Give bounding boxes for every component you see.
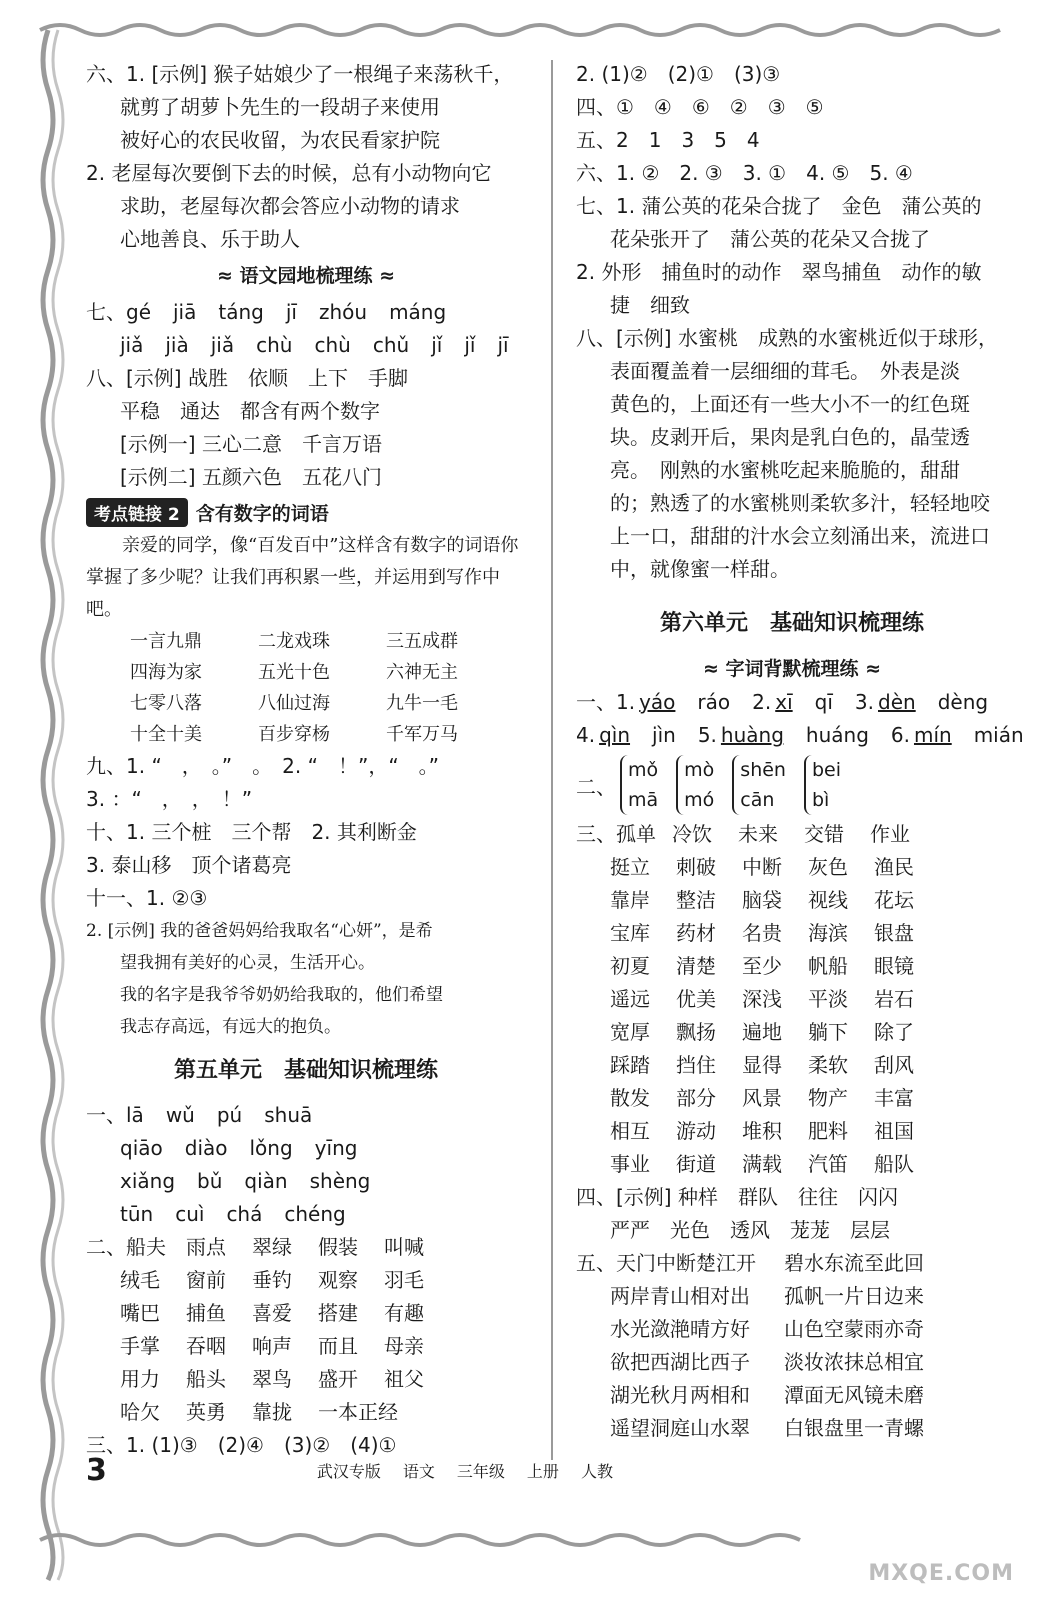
poem-line: 两岸青山相对出 孤帆一片日边来	[610, 1284, 924, 1308]
answer-line: 表面覆盖着一层细细的茸毛。 外表是淡	[610, 359, 960, 383]
answer-line: 中，就像蜜一样甜。	[610, 557, 790, 581]
idiom: 六神无主	[386, 662, 458, 683]
poem-line: 湖光秋月两相和 潭面无风镜未磨	[610, 1383, 924, 1407]
idiom: 七零八落	[130, 693, 202, 714]
pinyin-row: tūn cuì chá chéng	[120, 1202, 346, 1226]
answer-line: 2. 外形 捕鱼时的动作 翠鸟捕鱼 动作的敏	[576, 260, 982, 284]
idiom: 二龙戏珠	[258, 631, 330, 652]
answer-line: 六、1. ② 2. ③ 3. ① 4. ⑤ 5. ④	[576, 161, 913, 185]
answer-line: 五、2 1 3 5 4	[576, 128, 760, 152]
word-row: 靠岸 整洁 脑袋 视线 花坛	[610, 888, 914, 912]
pinyin-row: 七、gé jiā táng jī zhóu máng	[86, 300, 447, 324]
answer-line: 六、1. [示例] 猴子姑娘少了一根绳子来荡秋千，	[86, 62, 514, 86]
idiom: 千军万马	[386, 724, 458, 745]
answer-line: 我的名字是我爷爷奶奶给我取的，他们希望	[120, 985, 443, 1005]
idiom: 九牛一毛	[386, 693, 458, 714]
word-row: 事业 街道 满载 汽笛 船队	[610, 1152, 914, 1176]
poem-line: 欲把西湖比西子 淡妆浓抹总相宜	[610, 1350, 924, 1374]
answer-line: 花朵张开了 蒲公英的花朵又合拢了	[610, 227, 930, 251]
right-column	[576, 58, 1024, 1445]
word-row: 三、孤单 冷饮 未来 交错 作业	[576, 822, 910, 846]
answer-line: 八、[示例] 水蜜桃 成熟的水蜜桃近似于球形，	[576, 326, 998, 350]
idiom: 五光十色	[258, 662, 330, 683]
pinyin-row: jiǎ jià jiǎ chù chù chǔ jǐ jǐ jī	[120, 333, 509, 357]
word-row: 挺立 刺破 中断 灰色 渔民	[610, 855, 914, 879]
left-column	[86, 58, 526, 1462]
intro-paragraph: 亲爱的同学，像“百发百中”这样含有数字的词语你掌握了多少呢？让我们再积累一些，并运用到写作中吧。	[86, 535, 519, 620]
idiom: 八仙过海	[258, 693, 330, 714]
section-subheading: ≈ 语文园地梳理练 ≈	[216, 265, 396, 287]
section-subheading: ≈ 字词背默梳理练 ≈	[702, 658, 882, 680]
answer-line: [示例二] 五颜六色 五花八门	[120, 465, 382, 489]
unit-heading: 第六单元 基础知识梳理练	[659, 611, 924, 636]
word-row: 相互 游动 堆积 肥料 祖国	[610, 1119, 914, 1143]
word-row: 宝库 药材 名贵 海滨 银盘	[610, 921, 914, 945]
idiom-grid	[86, 626, 526, 750]
key-point-header	[86, 494, 526, 530]
idiom: 四海为家	[130, 662, 202, 683]
word-row: 嘴巴 捕鱼 喜爱 搭建 有趣	[120, 1301, 424, 1325]
watermark: MXQE.COM	[868, 1561, 1014, 1586]
answer-line: 十一、1. ②③	[86, 886, 208, 910]
idiom: 一言九鼎	[130, 631, 202, 652]
word-row: 二、船夫 雨点 翠绿 假装 叫喊	[86, 1235, 424, 1259]
answer-line: 3. 泰山移 顶个诸葛亮	[86, 853, 292, 877]
answer-line: 四、① ④ ⑥ ② ③ ⑤	[576, 95, 824, 119]
page-number: 3	[86, 1452, 107, 1488]
answer-line: 八、[示例] 战胜 依顺 上下 手脚	[86, 366, 408, 390]
page-footer	[86, 1450, 936, 1490]
answer-line: 捷 细致	[610, 293, 690, 317]
poem-line: 遥望洞庭山水翠 白银盘里一青螺	[610, 1416, 924, 1440]
answer-line: 3. ：“ ， ， ！”	[86, 787, 253, 811]
answer-line: 三、1. (1)③ (2)④ (3)② (4)①	[86, 1433, 397, 1457]
answer-line: 的；熟透了的水蜜桃则柔软多汁，轻轻地咬	[610, 491, 990, 515]
idiom: 十全十美	[130, 724, 202, 745]
idiom: 百步穿杨	[258, 724, 330, 745]
answer-line: 2. (1)② (2)① (3)③	[576, 62, 781, 86]
answer-line: 亮。 刚熟的水蜜桃吃起来脆脆的，甜甜	[610, 458, 960, 482]
word-row: 踩踏 挡住 显得 柔软 刮风	[610, 1053, 914, 1077]
brace-group: bei bì	[804, 755, 841, 815]
answer-line: [示例一] 三心二意 千言万语	[120, 432, 382, 456]
brace-group: mǒ mā	[620, 755, 658, 815]
answer-line: 十、1. 三个桩 三个帮 2. 其利断金	[86, 820, 417, 844]
word-row: 散发 部分 风景 物产 丰富	[610, 1086, 914, 1110]
answer-line: 2. [示例] 我的爸爸妈妈给我取名“心妍”，是希	[86, 921, 433, 941]
key-point-title: 含有数字的词语	[195, 502, 329, 525]
answer-line: 就剪了胡萝卜先生的一段胡子来使用	[120, 95, 440, 119]
answer-line: 九、1. “ ， 。” 。 2. “ ！”，“ 。”	[86, 754, 440, 778]
answer-line: 四、[示例] 种样 群队 往往 闪闪	[576, 1185, 898, 1209]
answer-line: 2. 老屋每次要倒下去的时候，总有小动物向它	[86, 161, 492, 185]
polyphone-braces: 二、 mǒ mā mò mó shēn cān bei bì	[576, 752, 1008, 818]
word-row: 用力 船头 翠鸟 盛开 祖父	[120, 1367, 424, 1391]
pinyin-row: qiāo diào lǒng yīng	[120, 1136, 358, 1160]
word-row: 初夏 清楚 至少 帆船 眼镜	[610, 954, 914, 978]
word-row: 哈欠 英勇 靠拢 一本正经	[120, 1400, 398, 1424]
unit-heading: 第五单元 基础知识梳理练	[173, 1058, 438, 1083]
answer-line: 求助，老屋每次都会答应小动物的请求	[120, 194, 460, 218]
answer-line: 上一口，甜甜的汁水会立刻涌出来，流进口	[610, 524, 990, 548]
brace-group: shēn cān	[732, 755, 786, 815]
answer-line: 块。皮剥开后，果肉是乳白色的，晶莹透	[610, 425, 970, 449]
word-row: 手掌 吞咽 响声 而且 母亲	[120, 1334, 424, 1358]
poem-line: 五、天门中断楚江开 碧水东流至此回	[576, 1251, 924, 1275]
key-point-badge: 考点链接 2	[86, 498, 188, 527]
answer-line: 黄色的，上面还有一些大小不一的红色斑	[610, 392, 970, 416]
answer-line: 严严 光色 透风 茏茏 层层	[610, 1218, 890, 1242]
answer-line: 七、1. 蒲公英的花朵合拢了 金色 蒲公英的	[576, 194, 982, 218]
pinyin-row: 一、lā wǔ pú shuā	[86, 1103, 313, 1127]
word-row: 遥远 优美 深浅 平淡 岩石	[610, 987, 914, 1011]
pinyin-row: xiǎng bǔ qiàn shèng	[120, 1169, 371, 1193]
answer-line: 我志存高远，有远大的抱负。	[120, 1017, 341, 1037]
poem-line: 水光潋滟晴方好 山色空蒙雨亦奇	[610, 1317, 924, 1341]
word-row: 宽厚 飘扬 遍地 躺下 除了	[610, 1020, 914, 1044]
footer-text: 武汉专版 语文 三年级 上册 人教	[316, 1461, 613, 1481]
answer-line: 心地善良、乐于助人	[120, 227, 300, 251]
answer-line: 望我拥有美好的心灵，生活开心。	[120, 953, 375, 973]
pinyin-row: 4. qìn jìn 5. huàng huáng 6. mín mián	[576, 723, 1024, 747]
brace-group: mò mó	[676, 755, 714, 815]
pinyin-row: 一、1. yáo ráo 2. xī qī 3. dèn dèng	[576, 690, 989, 714]
answer-line: 被好心的农民收留，为农民看家护院	[120, 128, 440, 152]
idiom: 三五成群	[386, 631, 458, 652]
word-row: 绒毛 窗前 垂钓 观察 羽毛	[120, 1268, 424, 1292]
answer-line: 平稳 通达 都含有两个数字	[120, 399, 380, 423]
